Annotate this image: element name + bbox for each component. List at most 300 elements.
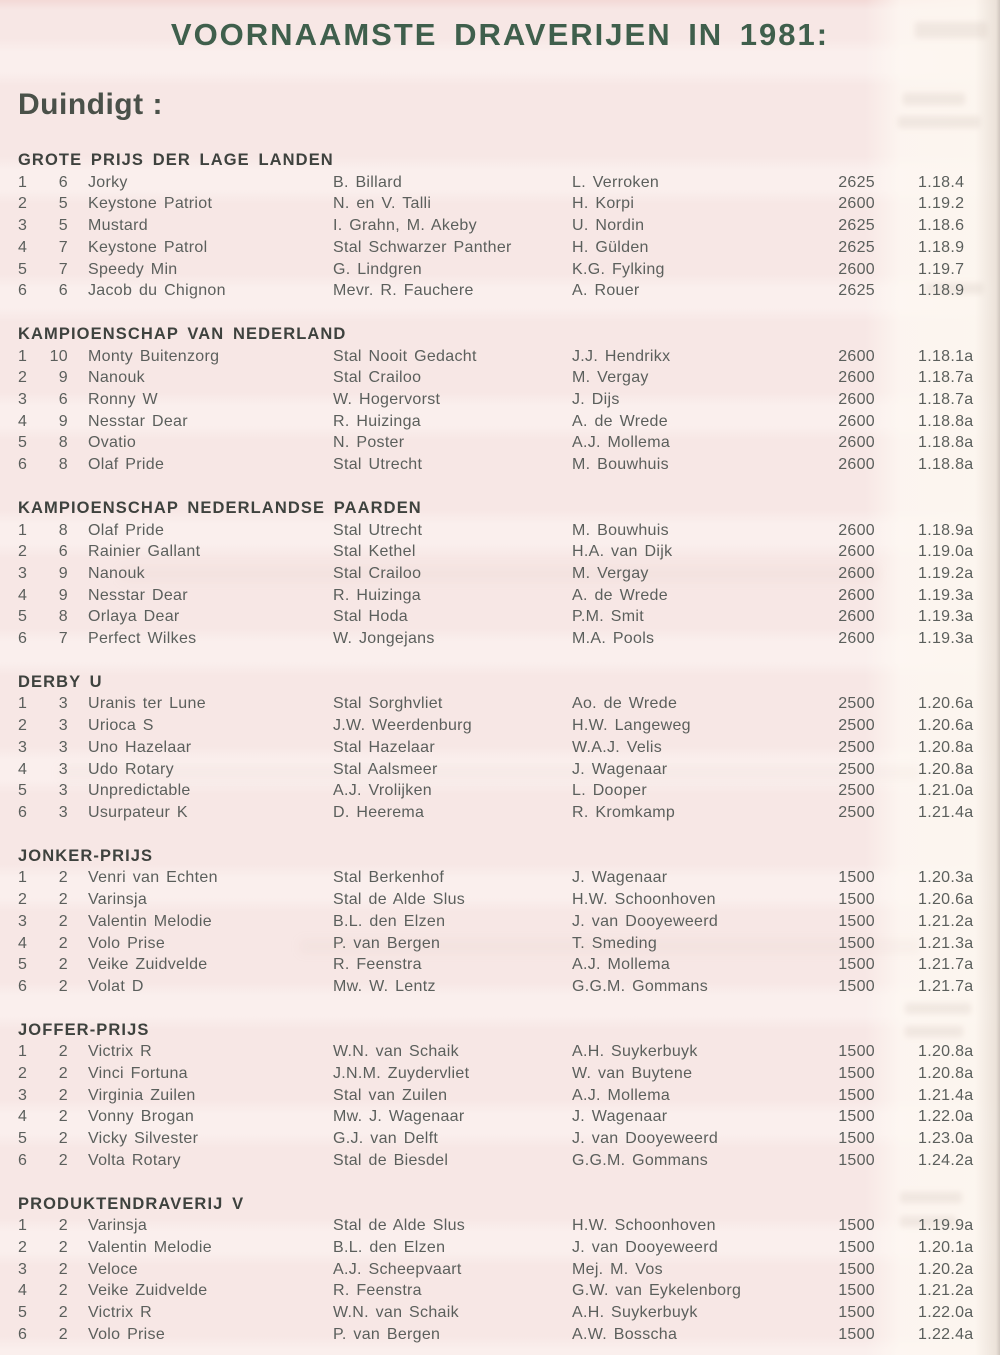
cell-horse: Ovatio [88, 434, 137, 452]
cell-dist: 2600 [838, 630, 875, 648]
cell-pos: 5 [18, 782, 28, 800]
cell-driver: M. Bouwhuis [572, 521, 669, 539]
cell-owner: J.N.M. Zuydervliet [333, 1065, 470, 1083]
result-row [18, 1302, 1000, 1324]
cell-dist: 2500 [838, 695, 875, 713]
cell-dist: 2600 [838, 521, 875, 539]
cell-time: 1.19.3a [918, 630, 974, 648]
cell-time: 1.18.7a [918, 369, 974, 387]
cell-driver: A. de Wrede [572, 412, 668, 430]
cell-nr: 2 [58, 1260, 68, 1278]
cell-horse: Vonny Brogan [88, 1108, 195, 1126]
cell-dist: 2500 [838, 782, 875, 800]
cell-driver: M. Vergay [572, 369, 649, 387]
cell-nr: 3 [58, 803, 68, 821]
cell-horse: Victrix R [88, 1304, 152, 1322]
result-row [18, 737, 1000, 759]
result-row [18, 606, 1000, 628]
cell-owner: R. Feenstra [333, 956, 422, 974]
cell-driver: H.W. Schoonhoven [572, 891, 716, 909]
cell-dist: 2600 [838, 412, 875, 430]
cell-owner: W.N. van Schaik [333, 1304, 459, 1322]
result-row [18, 1128, 1000, 1150]
cell-time: 1.20.1a [918, 1238, 974, 1256]
cell-dist: 1500 [838, 1065, 875, 1083]
race-heading: DERBY U [18, 672, 103, 691]
cell-horse: Uranis ter Lune [88, 695, 206, 713]
cell-dist: 2500 [838, 803, 875, 821]
cell-horse: Ronny W [88, 391, 158, 409]
result-row [18, 541, 1000, 563]
result-row [18, 1063, 1000, 1085]
cell-owner: Stal de Biesdel [333, 1151, 449, 1169]
cell-time: 1.21.2a [918, 1282, 974, 1300]
cell-dist: 2600 [838, 260, 875, 278]
cell-nr: 8 [58, 608, 68, 626]
cell-pos: 4 [18, 1282, 28, 1300]
cell-driver: G.G.M. Gommans [572, 1151, 708, 1169]
race-heading: PRODUKTENDRAVERIJ V [18, 1194, 245, 1213]
cell-pos: 6 [18, 630, 28, 648]
cell-driver: L. Dooper [572, 782, 647, 800]
cell-time: 1.23.0a [918, 1130, 974, 1148]
cell-horse: Keystone Patriot [88, 195, 213, 213]
result-row [18, 367, 1000, 389]
cell-pos: 4 [18, 586, 28, 604]
cell-owner: W. Jongejans [333, 630, 435, 648]
cell-nr: 2 [58, 1108, 68, 1126]
result-row [18, 1237, 1000, 1259]
cell-nr: 9 [58, 586, 68, 604]
cell-driver: R. Kromkamp [572, 803, 676, 821]
cell-pos: 1 [18, 173, 28, 191]
cell-time: 1.18.7a [918, 391, 974, 409]
race-section [18, 150, 1000, 302]
cell-nr: 7 [58, 238, 68, 256]
cell-owner: D. Heerema [333, 803, 425, 821]
cell-pos: 1 [18, 521, 28, 539]
cell-horse: Vicky Silvester [88, 1130, 199, 1148]
result-row [18, 563, 1000, 585]
cell-time: 1.20.8a [918, 1065, 974, 1083]
cell-dist: 2600 [838, 543, 875, 561]
result-row [18, 867, 1000, 889]
cell-owner: W.N. van Schaik [333, 1043, 459, 1061]
result-row [18, 693, 1000, 715]
cell-nr: 8 [58, 521, 68, 539]
cell-driver: W.A.J. Velis [572, 738, 663, 756]
race-heading: KAMPIOENSCHAP NEDERLANDSE PAARDEN [18, 498, 422, 517]
cell-dist: 2625 [838, 282, 875, 300]
cell-owner: Stal de Alde Slus [333, 1217, 466, 1235]
cell-time: 1.22.4a [918, 1325, 974, 1343]
cell-pos: 6 [18, 1325, 28, 1343]
cell-driver: A.H. Suykerbuyk [572, 1043, 698, 1061]
cell-nr: 3 [58, 717, 68, 735]
cell-owner: Stal Crailoo [333, 369, 422, 387]
cell-nr: 3 [58, 782, 68, 800]
cell-pos: 4 [18, 238, 28, 256]
cell-pos: 6 [18, 282, 28, 300]
cell-driver: H.W. Langeweg [572, 717, 691, 735]
cell-driver: P.M. Smit [572, 608, 644, 626]
cell-dist: 1500 [838, 1108, 875, 1126]
cell-driver: J. Wagenaar [572, 869, 668, 887]
cell-horse: Mustard [88, 217, 148, 235]
cell-driver: U. Nordin [572, 217, 645, 235]
cell-dist: 1500 [838, 977, 875, 995]
cell-nr: 5 [58, 195, 68, 213]
cell-pos: 2 [18, 1238, 28, 1256]
cell-time: 1.18.6 [918, 217, 965, 235]
result-row [18, 1041, 1000, 1063]
result-row [18, 1324, 1000, 1346]
cell-nr: 2 [58, 1217, 68, 1235]
cell-time: 1.20.6a [918, 717, 974, 735]
cell-dist: 2600 [838, 369, 875, 387]
cell-driver: J. Dijs [572, 391, 620, 409]
cell-time: 1.21.4a [918, 1086, 974, 1104]
cell-owner: Stal Berkenhof [333, 869, 445, 887]
cell-horse: Valentin Melodie [88, 912, 212, 930]
cell-nr: 10 [49, 347, 68, 365]
result-row [18, 585, 1000, 607]
cell-dist: 2500 [838, 717, 875, 735]
cell-time: 1.21.4a [918, 803, 974, 821]
cell-time: 1.18.9 [918, 282, 965, 300]
cell-nr: 2 [58, 1130, 68, 1148]
cell-horse: Varinsja [88, 1217, 148, 1235]
cell-nr: 2 [58, 956, 68, 974]
cell-pos: 3 [18, 217, 28, 235]
cell-driver: M. Bouwhuis [572, 456, 669, 474]
cell-nr: 3 [58, 738, 68, 756]
result-row [18, 346, 1000, 368]
cell-dist: 1500 [838, 1304, 875, 1322]
cell-time: 1.18.4 [918, 173, 965, 191]
cell-time: 1.21.2a [918, 912, 974, 930]
cell-time: 1.21.0a [918, 782, 974, 800]
race-heading: JOFFER-PRIJS [18, 1020, 150, 1039]
cell-time: 1.20.8a [918, 738, 974, 756]
cell-horse: Keystone Patrol [88, 238, 208, 256]
cell-driver: A.W. Bosscha [572, 1325, 678, 1343]
cell-horse: Veike Zuidvelde [88, 956, 208, 974]
cell-dist: 2600 [838, 347, 875, 365]
result-row [18, 802, 1000, 824]
result-row [18, 172, 1000, 194]
result-row [18, 1280, 1000, 1302]
result-row [18, 976, 1000, 998]
race-heading: KAMPIOENSCHAP VAN NEDERLAND [18, 324, 347, 343]
cell-dist: 2600 [838, 195, 875, 213]
cell-dist: 1500 [838, 1282, 875, 1300]
cell-dist: 1500 [838, 891, 875, 909]
cell-time: 1.18.8a [918, 434, 974, 452]
cell-driver: H. Korpi [572, 195, 635, 213]
cell-owner: W. Hogervorst [333, 391, 441, 409]
cell-horse: Olaf Pride [88, 456, 165, 474]
cell-driver: A.J. Mollema [572, 956, 671, 974]
cell-time: 1.21.7a [918, 956, 974, 974]
race-heading: JONKER-PRIJS [18, 846, 154, 865]
cell-time: 1.21.3a [918, 934, 974, 952]
cell-nr: 6 [58, 391, 68, 409]
cell-pos: 5 [18, 608, 28, 626]
track-title: Duindigt : [18, 88, 163, 121]
cell-driver: M. Vergay [572, 564, 649, 582]
cell-nr: 6 [58, 282, 68, 300]
cell-owner: Mw. J. Wagenaar [333, 1108, 465, 1126]
cell-driver: Mej. M. Vos [572, 1260, 663, 1278]
cell-nr: 2 [58, 1065, 68, 1083]
cell-dist: 1500 [838, 1238, 875, 1256]
cell-dist: 1500 [838, 1217, 875, 1235]
cell-time: 1.18.9a [918, 521, 974, 539]
cell-dist: 1500 [838, 1043, 875, 1061]
cell-nr: 3 [58, 760, 68, 778]
cell-pos: 4 [18, 934, 28, 952]
cell-driver: T. Smeding [572, 934, 658, 952]
cell-horse: Volat D [88, 977, 144, 995]
cell-dist: 1500 [838, 1130, 875, 1148]
cell-time: 1.19.2a [918, 564, 974, 582]
cell-owner: Stal Kethel [333, 543, 416, 561]
cell-pos: 1 [18, 1217, 28, 1235]
cell-dist: 2600 [838, 434, 875, 452]
cell-horse: Volo Prise [88, 1325, 166, 1343]
cell-owner: A.J. Scheepvaart [333, 1260, 462, 1278]
cell-owner: J.W. Weerdenburg [333, 717, 473, 735]
race-heading: GROTE PRIJS DER LAGE LANDEN [18, 151, 334, 169]
result-row [18, 520, 1000, 542]
cell-dist: 2625 [838, 238, 875, 256]
cell-dist: 2600 [838, 608, 875, 626]
cell-pos: 5 [18, 434, 28, 452]
cell-nr: 7 [58, 260, 68, 278]
cell-dist: 2625 [838, 173, 875, 191]
cell-dist: 2600 [838, 586, 875, 604]
cell-pos: 2 [18, 717, 28, 735]
cell-pos: 6 [18, 1151, 28, 1169]
cell-nr: 9 [58, 369, 68, 387]
cell-dist: 2500 [838, 760, 875, 778]
cell-driver: J. van Dooyeweerd [572, 912, 719, 930]
cell-horse: Virginia Zuilen [88, 1086, 196, 1104]
cell-nr: 2 [58, 1086, 68, 1104]
result-row [18, 1150, 1000, 1172]
cell-owner: Stal Sorghvliet [333, 695, 443, 713]
cell-pos: 3 [18, 391, 28, 409]
cell-time: 1.19.7 [918, 260, 965, 278]
cell-time: 1.20.2a [918, 1260, 974, 1278]
cell-horse: Victrix R [88, 1043, 152, 1061]
cell-horse: Uno Hazelaar [88, 738, 192, 756]
cell-pos: 1 [18, 347, 28, 365]
cell-nr: 8 [58, 434, 68, 452]
cell-driver: K.G. Fylking [572, 260, 665, 278]
cell-dist: 1500 [838, 934, 875, 952]
cell-horse: Nesstar Dear [88, 412, 188, 430]
race-section [18, 672, 1000, 824]
cell-owner: G. Lindgren [333, 260, 422, 278]
cell-nr: 2 [58, 1238, 68, 1256]
cell-owner: Stal Hazelaar [333, 738, 435, 756]
cell-horse: Veloce [88, 1260, 138, 1278]
race-section [18, 324, 1000, 476]
cell-owner: Stal Nooit Gedacht [333, 347, 477, 365]
result-row [18, 911, 1000, 933]
cell-pos: 6 [18, 803, 28, 821]
cell-horse: Monty Buitenzorg [88, 347, 220, 365]
cell-owner: B.L. den Elzen [333, 1238, 446, 1256]
cell-time: 1.20.8a [918, 1043, 974, 1061]
cell-owner: Stal Aalsmeer [333, 760, 438, 778]
cell-nr: 3 [58, 695, 68, 713]
cell-pos: 2 [18, 195, 28, 213]
cell-pos: 5 [18, 956, 28, 974]
cell-time: 1.21.7a [918, 977, 974, 995]
race-section [18, 846, 1000, 998]
cell-owner: Mevr. R. Fauchere [333, 282, 474, 300]
cell-dist: 1500 [838, 1325, 875, 1343]
cell-time: 1.24.2a [918, 1151, 974, 1169]
cell-nr: 2 [58, 1282, 68, 1300]
cell-horse: Varinsja [88, 891, 148, 909]
cell-driver: A. Rouer [572, 282, 640, 300]
cell-pos: 4 [18, 1108, 28, 1126]
result-row [18, 215, 1000, 237]
cell-horse: Perfect Wilkes [88, 630, 197, 648]
cell-owner: Stal Crailoo [333, 564, 422, 582]
cell-pos: 1 [18, 695, 28, 713]
cell-time: 1.19.9a [918, 1217, 974, 1235]
cell-time: 1.20.6a [918, 891, 974, 909]
cell-nr: 2 [58, 869, 68, 887]
page-title: VOORNAAMSTE DRAVERIJEN IN 1981: [170, 17, 830, 52]
cell-pos: 5 [18, 260, 28, 278]
result-row [18, 628, 1000, 650]
cell-time: 1.18.8a [918, 456, 974, 474]
cell-driver: J.J. Hendrikx [572, 347, 671, 365]
cell-pos: 3 [18, 912, 28, 930]
cell-pos: 5 [18, 1130, 28, 1148]
cell-driver: J. van Dooyeweerd [572, 1130, 719, 1148]
cell-driver: H.W. Schoonhoven [572, 1217, 716, 1235]
cell-driver: Ao. de Wrede [572, 695, 678, 713]
cell-nr: 2 [58, 977, 68, 995]
result-row [18, 432, 1000, 454]
cell-driver: J. van Dooyeweerd [572, 1238, 719, 1256]
cell-driver: J. Wagenaar [572, 1108, 668, 1126]
cell-time: 1.18.1a [918, 347, 974, 365]
cell-owner: Stal Hoda [333, 608, 408, 626]
result-row [18, 411, 1000, 433]
cell-horse: Nanouk [88, 369, 145, 387]
cell-time: 1.22.0a [918, 1108, 974, 1126]
cell-time: 1.20.3a [918, 869, 974, 887]
cell-horse: Nesstar Dear [88, 586, 188, 604]
cell-time: 1.18.9 [918, 238, 965, 256]
cell-dist: 2600 [838, 564, 875, 582]
cell-pos: 3 [18, 738, 28, 756]
cell-pos: 3 [18, 564, 28, 582]
result-row [18, 280, 1000, 302]
cell-horse: Orlaya Dear [88, 608, 180, 626]
cell-owner: N. en V. Talli [333, 195, 432, 213]
cell-driver: G.G.M. Gommans [572, 977, 708, 995]
cell-driver: W. van Buytene [572, 1065, 693, 1083]
cell-dist: 1500 [838, 1086, 875, 1104]
cell-pos: 2 [18, 369, 28, 387]
result-row [18, 259, 1000, 281]
cell-pos: 2 [18, 543, 28, 561]
cell-nr: 7 [58, 630, 68, 648]
cell-horse: Unpredictable [88, 782, 191, 800]
cell-nr: 2 [58, 934, 68, 952]
cell-owner: R. Huizinga [333, 586, 422, 604]
cell-driver: H. Gülden [572, 238, 649, 256]
cell-owner: G.J. van Delft [333, 1130, 439, 1148]
cell-pos: 5 [18, 1304, 28, 1322]
cell-horse: Urioca S [88, 717, 154, 735]
cell-owner: A.J. Vrolijken [333, 782, 432, 800]
cell-horse: Olaf Pride [88, 521, 165, 539]
cell-pos: 3 [18, 1260, 28, 1278]
cell-driver: H.A. van Dijk [572, 543, 673, 561]
cell-owner: Stal de Alde Slus [333, 891, 466, 909]
cell-horse: Veike Zuidvelde [88, 1282, 208, 1300]
cell-dist: 2600 [838, 391, 875, 409]
race-section [18, 498, 1000, 650]
cell-dist: 1500 [838, 869, 875, 887]
cell-nr: 2 [58, 1325, 68, 1343]
cell-owner: Stal Schwarzer Panther [333, 238, 512, 256]
cell-nr: 2 [58, 1151, 68, 1169]
cell-driver: A. de Wrede [572, 586, 668, 604]
result-row [18, 889, 1000, 911]
result-row [18, 715, 1000, 737]
cell-pos: 6 [18, 977, 28, 995]
cell-owner: I. Grahn, M. Akeby [333, 217, 477, 235]
cell-driver: L. Verroken [572, 173, 660, 191]
cell-time: 1.18.8a [918, 412, 974, 430]
cell-time: 1.20.6a [918, 695, 974, 713]
race-list [0, 150, 1000, 1345]
cell-nr: 8 [58, 456, 68, 474]
cell-horse: Vinci Fortuna [88, 1065, 188, 1083]
cell-owner: R. Feenstra [333, 1282, 422, 1300]
cell-driver: A.J. Mollema [572, 434, 671, 452]
cell-time: 1.22.0a [918, 1304, 974, 1322]
cell-horse: Jacob du Chignon [88, 282, 226, 300]
result-row [18, 1085, 1000, 1107]
cell-horse: Rainier Gallant [88, 543, 201, 561]
cell-nr: 2 [58, 912, 68, 930]
cell-owner: Stal Utrecht [333, 521, 423, 539]
result-row [18, 1106, 1000, 1128]
race-section [18, 1020, 1000, 1172]
cell-horse: Valentin Melodie [88, 1238, 212, 1256]
cell-owner: Stal Utrecht [333, 456, 423, 474]
cell-owner: B.L. den Elzen [333, 912, 446, 930]
cell-horse: Speedy Min [88, 260, 178, 278]
cell-horse: Volo Prise [88, 934, 166, 952]
cell-pos: 4 [18, 412, 28, 430]
cell-dist: 1500 [838, 1260, 875, 1278]
cell-nr: 2 [58, 1304, 68, 1322]
cell-dist: 1500 [838, 1151, 875, 1169]
